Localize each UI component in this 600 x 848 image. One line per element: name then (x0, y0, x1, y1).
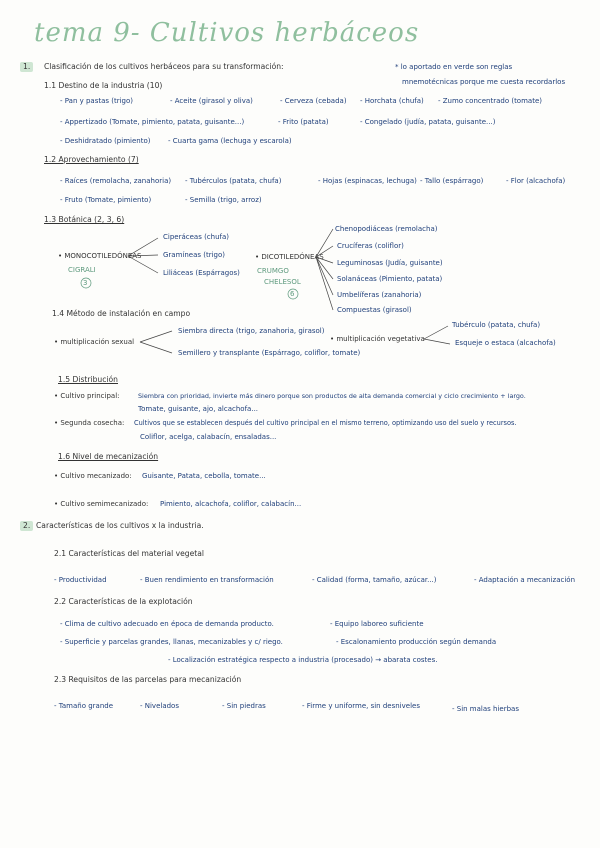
aprovechamiento-item: - Raíces (remolacha, zanahoria) (60, 177, 172, 185)
material-item: - Calidad (forma, tamaño, azúcar...) (312, 576, 437, 584)
explotacion-item: - Equipo laboreo suficiente (330, 620, 424, 628)
destino-item: - Deshidratado (pimiento) (60, 137, 151, 145)
destino-item: - Horchata (chufa) (360, 97, 424, 105)
monocot-label: • MONOCOTILEDÓNEAS (58, 252, 142, 260)
section-1-heading: Clasificación de los cultivos herbáceos para su transformación: (44, 62, 284, 71)
connector (140, 342, 172, 353)
dicot-mnemonic: CRUMGO (257, 267, 289, 275)
aprovechamiento-item: - Tallo (espárrago) (420, 177, 484, 185)
subsection-2-1-heading: 2.1 Características del material vegetal (54, 549, 205, 558)
principal-examples: Tomate, guisante, ajo, alcachofa... (138, 405, 259, 413)
subsection-1-6-heading: 1.6 Nivel de mecanización (58, 452, 159, 461)
mecanizado-label: • Cultivo mecanizado: (54, 472, 132, 480)
parcela-requisito: - Nivelados (140, 702, 179, 710)
section-1-number: 1. (20, 62, 33, 72)
segunda-label: • Segunda cosecha: (54, 419, 125, 427)
dicot-family: Chenopodiáceas (remolacha) (335, 225, 438, 233)
parcela-requisito: - Sin malas hierbas (452, 705, 519, 713)
aprovechamiento-item: - Hojas (espinacas, lechuga) (318, 177, 417, 185)
destino-item: - Zumo concentrado (tomate) (438, 97, 542, 105)
connector (128, 255, 158, 256)
dicot-count: 6 (290, 290, 295, 298)
monocot-family: Liliáceas (Espárragos) (163, 269, 240, 277)
dicot-label: • DICOTILEDÓNEAS (255, 253, 324, 261)
vegetative-label: • multiplicación vegetativa (330, 335, 425, 343)
principal-label: • Cultivo principal: (54, 392, 120, 400)
subsection-2-3-heading: 2.3 Requisitos de las parcelas para mecanización (54, 675, 242, 684)
destino-item: - Frito (patata) (278, 118, 329, 126)
subsection-1-2-heading: 1.2 Aprovechamiento (7) (44, 155, 139, 164)
mecanizado-text: Guisante, Patata, cebolla, tomate... (142, 472, 266, 480)
monocot-family: Ciperáceas (chufa) (163, 233, 230, 241)
monocot-mnemonic: CIGRALI (68, 266, 96, 274)
semimecanizado-label: • Cultivo semimecanizado: (54, 500, 149, 508)
aprovechamiento-item: - Fruto (Tomate, pimiento) (60, 196, 152, 204)
destino-item: - Appertizado (Tomate, pimiento, patata, guisante...) (60, 118, 245, 126)
explotacion-item: - Escalonamiento producción según demanda (336, 638, 497, 646)
destino-item: - Congelado (judía, patata, guisante...) (360, 118, 496, 126)
explotacion-item: - Localización estratégica respecto a industria (procesado) → abarata costes. (168, 656, 438, 664)
sexual-method: Semillero y transplante (Espárrago, coliflor, tomate) (178, 349, 361, 357)
explotacion-item: - Clima de cultivo adecuado en época de demanda producto. (60, 620, 274, 628)
section-2-heading: Características de los cultivos x la industria. (36, 521, 204, 530)
principal-text: Siembra con prioridad, invierte más dinero porque son productos de alta demanda comercial y ciclo crecimiento + largo. (138, 392, 526, 400)
destino-item: - Cerveza (cebada) (280, 97, 347, 105)
destino-item: - Cuarta gama (lechuga y escarola) (168, 137, 292, 145)
parcela-requisito: - Sin piedras (222, 702, 266, 710)
explotacion-item: - Superficie y parcelas grandes, llanas, mecanizables y c/ riego. (60, 638, 283, 646)
parcela-requisito: - Firme y uniforme, sin desniveles (302, 702, 420, 710)
aprovechamiento-item: - Semilla (trigo, arroz) (185, 196, 262, 204)
dicot-family: Solanáceas (Pimiento, patata) (337, 275, 443, 283)
monocot-count: 3 (83, 279, 88, 287)
dicot-mnemonic: CHELESOL (264, 278, 301, 286)
mnemonic-circle (288, 289, 298, 299)
subsection-1-5-heading: 1.5 Distribución (58, 375, 118, 384)
destino-item: - Pan y pastas (trigo) (60, 97, 134, 105)
side-note-line-2: mnemotécnicas porque me cuesta recordarlos (402, 78, 566, 86)
semimecanizado-text: Pimiento, alcachofa, coliflor, calabacín... (160, 500, 302, 508)
aprovechamiento-item: - Flor (alcachofa) (506, 177, 566, 185)
parcela-requisito: - Tamaño grande (54, 702, 114, 710)
subsection-1-3-heading: 1.3 Botánica (2, 3, 6) (44, 215, 125, 224)
aprovechamiento-item: - Tubérculos (patata, chufa) (185, 177, 282, 185)
subsection-1-1-heading: 1.1 Destino de la industria (10) (44, 81, 163, 90)
material-item: - Productividad (54, 576, 107, 584)
destino-item: - Aceite (girasol y oliva) (170, 97, 253, 105)
connector (316, 229, 333, 257)
dicot-family: Umbelíferas (zanahoria) (337, 291, 422, 299)
side-note-line-1: * lo aportado en verde son reglas (395, 63, 513, 71)
material-item: - Buen rendimiento en transformación (140, 576, 274, 584)
monocot-family: Gramíneas (trigo) (163, 251, 226, 259)
connector (128, 238, 158, 256)
vegetative-method: Tubérculo (patata, chufa) (452, 321, 541, 329)
segunda-text: Cultivos que se establecen después del cultivo principal en el mismo terreno, optimizando uso del suelo y recursos. (134, 419, 517, 427)
segunda-examples: Coliflor, acelga, calabacín, ensaladas... (140, 433, 277, 441)
page-title: tema 9- Cultivos herbáceos (34, 18, 420, 48)
material-item: - Adaptación a mecanización (474, 576, 576, 584)
sexual-method: Siembra directa (trigo, zanahoria, girasol) (178, 327, 325, 335)
connector (128, 256, 158, 273)
section-2-number: 2. (20, 521, 33, 531)
subsection-1-4-heading: 1.4 Método de instalación en campo (52, 309, 191, 318)
connector (424, 326, 448, 339)
connector (140, 331, 172, 342)
connector (424, 339, 450, 344)
dicot-family: Leguminosas (Judía, guisante) (337, 259, 443, 267)
subsection-2-2-heading: 2.2 Características de la explotación (54, 597, 193, 606)
vegetative-method: Esqueje o estaca (alcachofa) (455, 339, 556, 347)
connector (316, 246, 333, 257)
dicot-family: Crucíferas (coliflor) (337, 242, 404, 250)
dicot-family: Compuestas (girasol) (337, 306, 412, 314)
mnemonic-circle (81, 278, 91, 288)
sexual-label: • multiplicación sexual (54, 338, 135, 346)
connector (316, 257, 333, 310)
